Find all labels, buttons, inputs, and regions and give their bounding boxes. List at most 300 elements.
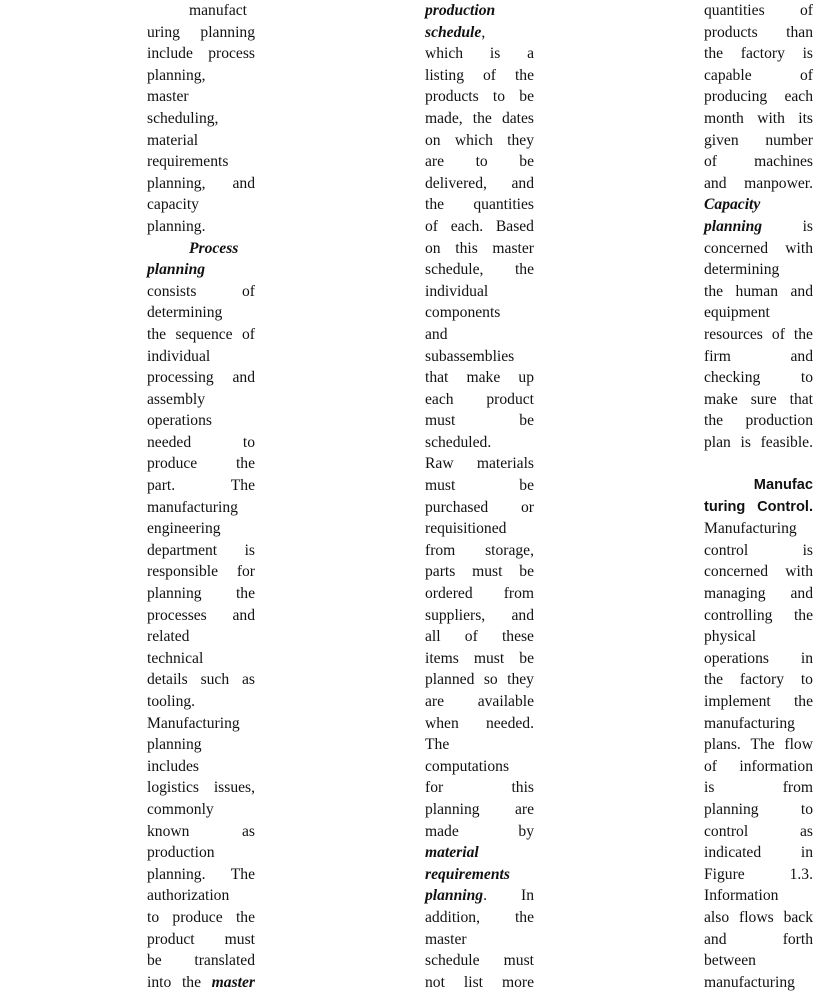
word: commonly	[147, 800, 214, 818]
word: up	[518, 369, 534, 387]
word: master	[492, 239, 534, 257]
text-line	[704, 885, 813, 907]
word: planning	[147, 261, 206, 279]
text-line	[147, 799, 255, 821]
word: The	[230, 865, 255, 883]
text-line	[704, 432, 813, 454]
text-line	[704, 648, 813, 670]
word: authorization	[147, 887, 230, 905]
text-line	[704, 238, 813, 260]
word: scheduling,	[147, 109, 219, 127]
word: indicated	[704, 844, 762, 862]
text-line	[425, 734, 534, 756]
text-line	[425, 259, 534, 281]
word: material	[425, 844, 479, 862]
word: .	[483, 887, 487, 905]
text-line	[704, 972, 813, 994]
word: such	[200, 671, 230, 689]
word: the	[235, 455, 255, 473]
word: each	[425, 390, 454, 408]
text-line	[147, 173, 255, 195]
text-line	[147, 756, 255, 778]
word: schedule	[425, 23, 482, 41]
word: parts	[425, 563, 456, 581]
word: the	[514, 66, 534, 84]
word: on	[425, 131, 441, 149]
word: to	[800, 800, 813, 818]
word: the	[793, 325, 813, 343]
word: physical	[704, 628, 756, 646]
text-line	[147, 151, 255, 173]
word: The	[230, 477, 255, 495]
text-line	[425, 864, 534, 886]
word: is	[704, 779, 715, 797]
text-line	[425, 950, 534, 972]
word: in	[800, 649, 813, 667]
text-line	[704, 734, 813, 756]
word: the	[704, 671, 724, 689]
word: from	[782, 779, 813, 797]
word: made,	[425, 109, 463, 127]
text-column-1	[147, 0, 255, 993]
text-line	[425, 669, 534, 691]
text-line	[425, 432, 534, 454]
text-line	[425, 799, 534, 821]
word: planning,	[147, 66, 206, 84]
word: is	[802, 45, 813, 63]
word: Based	[495, 217, 534, 235]
word: production	[745, 412, 813, 430]
word: that	[425, 369, 449, 387]
text-line	[147, 86, 255, 108]
word: planning	[704, 800, 759, 818]
word: the	[425, 196, 445, 214]
word: the	[514, 908, 534, 926]
text-line	[704, 410, 813, 432]
word: production	[147, 844, 215, 862]
word: include	[147, 45, 193, 63]
text-line	[147, 561, 255, 583]
word: is	[740, 433, 751, 451]
word: suppliers,	[425, 606, 486, 624]
text-line	[425, 0, 534, 22]
word: are	[425, 693, 445, 710]
text-line	[704, 475, 813, 497]
text-line	[704, 194, 813, 216]
word: must	[224, 930, 255, 948]
text-line	[147, 669, 255, 691]
word: of	[704, 757, 717, 775]
word: flows	[739, 908, 774, 926]
text-line	[704, 389, 813, 411]
word: the	[704, 45, 724, 63]
text-line	[147, 540, 255, 562]
word: must	[425, 477, 456, 495]
text-line	[147, 583, 255, 605]
text-line	[425, 777, 534, 799]
word: controlling	[704, 606, 773, 624]
word: in	[800, 844, 813, 862]
text-line	[704, 799, 813, 821]
word: engineering	[147, 520, 221, 538]
word: that	[789, 390, 813, 408]
text-line	[425, 929, 534, 951]
word: processes	[147, 606, 207, 624]
word: material	[147, 131, 199, 149]
word: than	[786, 23, 813, 41]
text-line	[704, 518, 813, 540]
word: uring	[147, 23, 180, 41]
text-line	[425, 346, 534, 368]
word: of	[482, 66, 496, 84]
text-line	[425, 22, 534, 44]
word: factory	[740, 45, 785, 63]
text-line	[704, 777, 813, 799]
text-line	[704, 43, 813, 65]
text-line	[147, 130, 255, 152]
word: planning.	[147, 217, 206, 235]
word: produce	[147, 455, 198, 473]
text-line	[147, 713, 255, 735]
text-line	[147, 65, 255, 87]
text-line	[425, 216, 534, 238]
word: processing	[147, 369, 214, 387]
word: product	[486, 390, 534, 408]
word: manpower.	[744, 174, 813, 192]
word: of	[464, 628, 478, 646]
word: so	[483, 671, 498, 689]
text-line	[704, 626, 813, 648]
word: they	[507, 671, 534, 689]
text-line	[425, 281, 534, 303]
text-line	[425, 907, 534, 929]
word: individual	[147, 347, 211, 365]
word: Control.	[757, 498, 813, 515]
text-line	[425, 605, 534, 627]
text-line	[147, 346, 255, 368]
text-line	[147, 0, 255, 22]
word: needed.	[485, 714, 534, 732]
word: list	[463, 973, 483, 991]
word: to	[800, 671, 813, 689]
word: listing	[425, 66, 464, 84]
word: Process	[189, 239, 239, 257]
word: the	[147, 325, 167, 343]
text-line	[425, 238, 534, 260]
text-line	[425, 367, 534, 389]
word: quantities	[704, 2, 765, 19]
word: as	[800, 822, 813, 840]
word-group	[425, 22, 485, 44]
word: and	[232, 606, 255, 624]
word: and	[511, 174, 534, 192]
word: manufacturing	[704, 714, 795, 732]
text-line	[147, 518, 255, 540]
text-line	[704, 497, 813, 519]
word: the	[181, 973, 201, 991]
text-line	[425, 173, 534, 195]
word: planning	[425, 887, 484, 905]
word: resources	[704, 325, 763, 343]
word: implement	[704, 693, 771, 710]
word: which	[454, 131, 493, 149]
word: be	[519, 153, 534, 171]
word: Manufac	[753, 477, 813, 494]
word: requirements	[425, 865, 510, 883]
word: from	[425, 541, 456, 559]
text-line	[704, 583, 813, 605]
word: plans.	[704, 736, 741, 754]
word: of	[704, 153, 717, 171]
text-line	[704, 367, 813, 389]
text-line	[704, 0, 813, 22]
word: are	[514, 800, 534, 818]
word: must	[472, 563, 503, 581]
text-line	[425, 108, 534, 130]
word: production	[425, 2, 496, 19]
word: master	[147, 88, 189, 106]
text-line	[147, 950, 255, 972]
word: Manufacturing	[704, 520, 797, 538]
word: logistics	[147, 779, 199, 797]
word: month	[704, 109, 744, 127]
word: is	[244, 541, 255, 559]
text-line	[147, 410, 255, 432]
word: planning	[425, 800, 480, 818]
word: these	[501, 628, 534, 646]
word: subassemblies	[425, 347, 515, 365]
word: master	[425, 930, 467, 948]
word: manufacturing	[704, 973, 795, 991]
word: translated	[194, 952, 255, 970]
word: for	[425, 779, 444, 797]
text-line	[147, 777, 255, 799]
word: planned	[425, 671, 475, 689]
text-line	[704, 216, 813, 238]
text-line	[425, 43, 534, 65]
text-line	[147, 108, 255, 130]
word: they	[507, 131, 534, 149]
word: planning.	[147, 865, 206, 883]
word: issues,	[213, 779, 255, 797]
text-line	[704, 108, 813, 130]
word: master	[211, 973, 255, 991]
word: and	[790, 282, 813, 300]
text-line	[425, 453, 534, 475]
word: back	[783, 908, 813, 926]
word: determining	[704, 261, 780, 279]
text-line	[147, 972, 255, 994]
text-line	[704, 65, 813, 87]
word: requisitioned	[425, 520, 507, 538]
word: to	[242, 433, 255, 451]
word: capacity	[147, 196, 199, 214]
word: with	[757, 109, 785, 127]
text-line	[147, 453, 255, 475]
word: planning	[200, 23, 255, 41]
word: product	[147, 930, 195, 948]
text-line	[704, 130, 813, 152]
word: components	[425, 304, 501, 322]
word: the	[704, 412, 724, 430]
word: machines	[754, 153, 813, 171]
text-line	[147, 821, 255, 843]
word: of	[425, 217, 438, 235]
word: part.	[147, 477, 176, 495]
word: its	[798, 109, 813, 127]
word: equipment	[704, 304, 770, 322]
word: planning,	[147, 174, 206, 192]
word: be	[519, 649, 534, 667]
word: sequence	[175, 325, 233, 343]
word: not	[425, 973, 445, 991]
word: materials	[476, 455, 534, 473]
text-line	[425, 583, 534, 605]
word: purchased	[425, 498, 489, 516]
word: this	[511, 779, 534, 797]
word: requirements	[147, 153, 229, 171]
word: sure	[750, 390, 777, 408]
word: and	[232, 174, 255, 192]
word: given	[704, 131, 739, 149]
word: and	[790, 585, 813, 603]
word: with	[785, 239, 813, 257]
text-line	[704, 605, 813, 627]
text-line	[704, 864, 813, 886]
word: to	[475, 153, 488, 171]
word: be	[519, 88, 534, 106]
word: be	[519, 477, 534, 495]
text-line	[147, 929, 255, 951]
word: are	[425, 153, 445, 171]
word: as	[242, 822, 255, 840]
word: operations	[704, 649, 769, 667]
word: all	[425, 628, 441, 646]
word: department	[147, 541, 218, 559]
text-line	[704, 669, 813, 691]
word: and	[232, 369, 255, 387]
text-line	[147, 302, 255, 324]
word: control	[704, 822, 749, 840]
word: computations	[425, 757, 510, 775]
word: this	[455, 239, 478, 257]
word: The	[750, 736, 775, 754]
text-line	[147, 43, 255, 65]
word: planning	[147, 585, 202, 603]
word: make	[466, 369, 501, 387]
text-line	[147, 22, 255, 44]
word: assembly	[147, 390, 206, 408]
text-line	[147, 497, 255, 519]
word: manufact	[189, 2, 248, 19]
word: must	[473, 649, 505, 667]
text-line	[425, 475, 534, 497]
text-line	[704, 346, 813, 368]
word: the	[472, 109, 492, 127]
word: be	[519, 412, 534, 430]
word: capable	[704, 66, 752, 84]
text-line	[704, 281, 813, 303]
text-line	[425, 972, 534, 994]
word: when	[425, 714, 459, 732]
word: delivered,	[425, 174, 487, 192]
word: Capacity	[704, 196, 761, 214]
word: each.	[450, 217, 484, 235]
text-line	[147, 691, 255, 713]
text-line	[425, 324, 534, 346]
word: producing	[704, 88, 768, 106]
word: human	[735, 282, 778, 300]
word: and	[790, 347, 813, 365]
word: ordered	[425, 585, 473, 603]
word: from	[503, 585, 534, 603]
word: and	[704, 174, 727, 192]
text-line	[704, 907, 813, 929]
word: scheduled.	[425, 433, 492, 451]
word: of	[242, 282, 255, 300]
text-line	[147, 864, 255, 886]
word: the	[235, 585, 255, 603]
word: more	[501, 973, 534, 991]
text-line	[704, 86, 813, 108]
word: between	[704, 952, 756, 970]
word: products	[425, 88, 479, 106]
word: concerned	[704, 239, 769, 257]
word: The	[425, 736, 450, 754]
word: determining	[147, 304, 223, 322]
text-line	[425, 842, 534, 864]
text-line	[704, 324, 813, 346]
word: of	[771, 325, 785, 343]
word: known	[147, 822, 190, 840]
text-line	[425, 756, 534, 778]
word: and	[511, 606, 534, 624]
text-line	[425, 540, 534, 562]
text-line	[147, 389, 255, 411]
text-line	[425, 626, 534, 648]
word: and	[704, 930, 727, 948]
text-column-3	[704, 0, 813, 993]
text-line	[704, 842, 813, 864]
word: the	[793, 693, 813, 710]
word: turing	[704, 498, 746, 515]
word: for	[236, 563, 255, 581]
text-line	[147, 259, 255, 281]
word: responsible	[147, 563, 219, 581]
word: planning	[704, 217, 763, 235]
text-line	[704, 929, 813, 951]
word: tooling.	[147, 693, 196, 710]
word: to	[492, 88, 506, 106]
word: of	[800, 2, 813, 19]
text-line	[147, 626, 255, 648]
text-line	[704, 561, 813, 583]
text-line	[425, 648, 534, 670]
word: by	[518, 822, 534, 840]
word: to	[147, 908, 160, 926]
text-line	[425, 713, 534, 735]
text-line	[147, 432, 255, 454]
text-line	[704, 22, 813, 44]
text-line	[704, 259, 813, 281]
word: factory	[739, 671, 785, 689]
word: dates	[501, 109, 534, 127]
word: each	[784, 88, 813, 106]
word: schedule,	[425, 261, 484, 279]
word: make	[704, 390, 738, 408]
word: needed	[147, 433, 192, 451]
text-line	[147, 324, 255, 346]
